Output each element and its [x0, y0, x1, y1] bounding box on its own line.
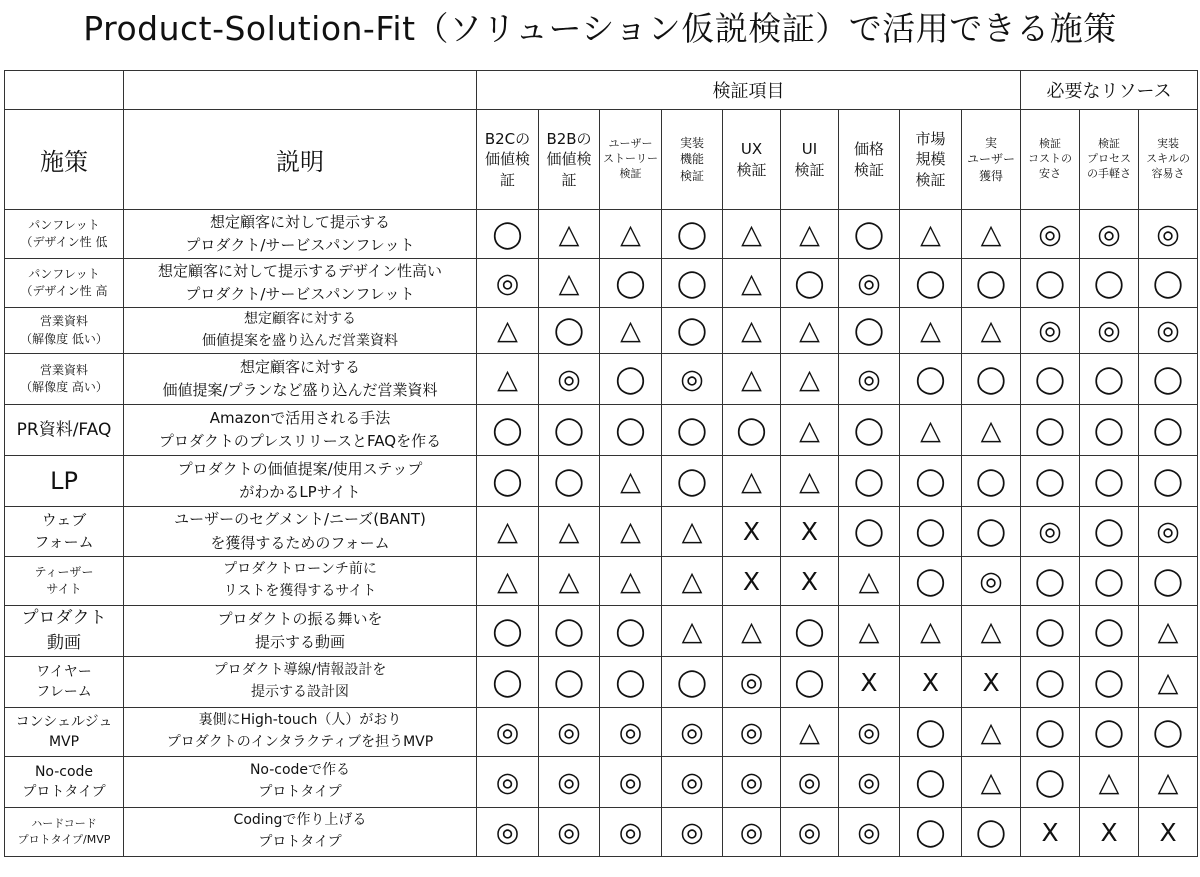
measure-name: LP — [5, 456, 124, 507]
rating-cell: ◯ — [839, 308, 900, 354]
table-row — [5, 606, 1198, 657]
rating-cell: ◯ — [1021, 354, 1080, 405]
rating-cell: ◯ — [1139, 456, 1198, 507]
rating-cell: △ — [962, 606, 1021, 657]
rating-cell: ◯ — [539, 606, 600, 657]
rating-cell: ◯ — [962, 354, 1021, 405]
rating-cell: △ — [662, 507, 723, 557]
rating-cell: ◯ — [477, 405, 539, 456]
rating-cell: △ — [781, 308, 839, 354]
rating-cell: △ — [477, 507, 539, 557]
rating-cell: X — [723, 507, 781, 557]
rating-cell: ◎ — [723, 757, 781, 808]
rating-cell: ◯ — [781, 657, 839, 708]
rating-cell: ◯ — [662, 259, 723, 308]
rating-cell: ◯ — [839, 405, 900, 456]
rating-cell: ◯ — [900, 708, 962, 757]
measure-name: ワイヤー フレーム — [5, 657, 124, 708]
rating-cell: △ — [477, 557, 539, 606]
rating-cell: ◯ — [1021, 557, 1080, 606]
rating-cell: △ — [781, 210, 839, 259]
table-row — [5, 456, 1198, 507]
rating-cell: ◯ — [1080, 657, 1139, 708]
measure-name: ティーザー サイト — [5, 557, 124, 606]
rating-cell: ◯ — [662, 210, 723, 259]
measure-description: 想定顧客に対して提示するデザイン性高い プロダクト/サービスパンフレット — [124, 259, 477, 308]
table-row — [5, 708, 1198, 757]
rating-cell: ◯ — [1021, 606, 1080, 657]
header-col-1: B2Bの 価値検 証 — [539, 110, 600, 210]
rating-cell: △ — [1080, 757, 1139, 808]
rating-cell: ◯ — [600, 606, 662, 657]
measure-description: プロダクト導線/情報設計を 提示する設計図 — [124, 657, 477, 708]
rating-cell: ◯ — [962, 507, 1021, 557]
rating-cell: △ — [1139, 606, 1198, 657]
rating-cell: ◎ — [1139, 308, 1198, 354]
rating-cell: ◯ — [723, 405, 781, 456]
measure-description: ユーザーのセグメント/ニーズ(BANT) を獲得するためのフォーム — [124, 507, 477, 557]
rating-cell: ◯ — [900, 557, 962, 606]
table-row — [5, 308, 1198, 354]
rating-cell: △ — [900, 308, 962, 354]
rating-cell: ◯ — [539, 308, 600, 354]
rating-cell: ◯ — [662, 657, 723, 708]
rating-cell: ◯ — [1080, 708, 1139, 757]
rating-cell: ◯ — [1139, 405, 1198, 456]
rating-cell: ◎ — [662, 708, 723, 757]
rating-cell: ◎ — [962, 557, 1021, 606]
rating-cell: △ — [539, 557, 600, 606]
rating-cell: ◯ — [900, 507, 962, 557]
rating-cell: ◯ — [839, 456, 900, 507]
rating-cell: X — [1080, 808, 1139, 857]
rating-cell: ◯ — [900, 456, 962, 507]
rating-cell: ◎ — [477, 808, 539, 857]
rating-cell: ◯ — [539, 657, 600, 708]
rating-cell: ◎ — [781, 808, 839, 857]
rating-cell: △ — [839, 557, 900, 606]
table-row — [5, 259, 1198, 308]
rating-cell: ◯ — [1021, 259, 1080, 308]
rating-cell: ◯ — [1139, 354, 1198, 405]
rating-cell: △ — [723, 259, 781, 308]
rating-cell: △ — [539, 259, 600, 308]
header-col-9: 検証 コストの 安さ — [1021, 110, 1080, 210]
header-blank-cell — [5, 71, 124, 110]
rating-cell: ◯ — [477, 210, 539, 259]
rating-cell: ◯ — [781, 259, 839, 308]
table-row — [5, 557, 1198, 606]
rating-cell: ◯ — [662, 405, 723, 456]
rating-cell: △ — [539, 507, 600, 557]
rating-cell: ◎ — [600, 708, 662, 757]
rating-cell: ◯ — [1080, 606, 1139, 657]
rating-cell: △ — [962, 210, 1021, 259]
rating-cell: ◎ — [1080, 308, 1139, 354]
header-col-7: 市場 規模 検証 — [900, 110, 962, 210]
rating-cell: ◎ — [1021, 210, 1080, 259]
rating-cell: △ — [600, 456, 662, 507]
measure-description: Amazonで活用される手法 プロダクトのプレスリリースとFAQを作る — [124, 405, 477, 456]
table-row — [5, 657, 1198, 708]
measure-description: プロダクトの振る舞いを 提示する動画 — [124, 606, 477, 657]
rating-cell: △ — [962, 757, 1021, 808]
rating-cell: ◎ — [600, 757, 662, 808]
rating-cell: ◯ — [900, 354, 962, 405]
rating-cell: ◯ — [1080, 456, 1139, 507]
rating-cell: ◎ — [1139, 210, 1198, 259]
rating-cell: ◎ — [723, 708, 781, 757]
measure-description: プロダクトの価値提案/使用ステップ がわかるLPサイト — [124, 456, 477, 507]
rating-cell: ◯ — [662, 456, 723, 507]
measures-table — [4, 70, 1198, 857]
rating-cell: △ — [600, 308, 662, 354]
rating-cell: ◯ — [1080, 557, 1139, 606]
rating-cell: △ — [900, 405, 962, 456]
rating-cell: ◯ — [1021, 405, 1080, 456]
rating-cell: △ — [600, 210, 662, 259]
measure-name: PR資料/FAQ — [5, 405, 124, 456]
page-title: Product-Solution-Fit（ソリューション仮説検証）で活用できる施策 — [83, 9, 1117, 48]
rating-cell: X — [1021, 808, 1080, 857]
rating-cell: △ — [781, 405, 839, 456]
rating-cell: ◯ — [1080, 354, 1139, 405]
header-verification-group: 検証項目 — [477, 71, 1021, 110]
measure-description: Codingで作り上げる プロトタイプ — [124, 808, 477, 857]
rating-cell: △ — [723, 210, 781, 259]
rating-cell: ◯ — [900, 808, 962, 857]
rating-cell: ◎ — [839, 259, 900, 308]
rating-cell: ◯ — [962, 808, 1021, 857]
rating-cell: △ — [781, 708, 839, 757]
rating-cell: △ — [900, 210, 962, 259]
rating-cell: △ — [839, 606, 900, 657]
rating-cell: ◯ — [600, 405, 662, 456]
rating-cell: ◯ — [1080, 405, 1139, 456]
rating-cell: ◎ — [662, 757, 723, 808]
header-col-5: UI 検証 — [781, 110, 839, 210]
rating-cell: ◯ — [900, 757, 962, 808]
rating-cell: △ — [723, 456, 781, 507]
rating-cell: △ — [600, 507, 662, 557]
header-col-11: 実装 スキルの 容易さ — [1139, 110, 1198, 210]
measure-name: パンフレット （デザイン性 低 — [5, 210, 124, 259]
rating-cell: △ — [539, 210, 600, 259]
rating-cell: ◎ — [477, 259, 539, 308]
rating-cell: X — [781, 507, 839, 557]
header-col-2: ユーザー ストーリー 検証 — [600, 110, 662, 210]
rating-cell: ◎ — [662, 354, 723, 405]
table-row — [5, 808, 1198, 857]
rating-cell: △ — [600, 557, 662, 606]
rating-cell: △ — [962, 708, 1021, 757]
rating-cell: ◯ — [1139, 708, 1198, 757]
rating-cell: X — [1139, 808, 1198, 857]
rating-cell: ◯ — [1021, 708, 1080, 757]
measure-name: No-code プロトタイプ — [5, 757, 124, 808]
rating-cell: △ — [781, 354, 839, 405]
rating-cell: ◯ — [477, 456, 539, 507]
rating-cell: ◯ — [1080, 507, 1139, 557]
measure-name: 営業資料 （解像度 低い） — [5, 308, 124, 354]
rating-cell: ◎ — [1139, 507, 1198, 557]
rating-cell: ◯ — [839, 210, 900, 259]
rating-cell: ◎ — [600, 808, 662, 857]
table-row — [5, 210, 1198, 259]
table-row — [5, 354, 1198, 405]
rating-cell: △ — [1139, 657, 1198, 708]
measure-name: コンシェルジュ MVP — [5, 708, 124, 757]
rating-cell: ◯ — [477, 657, 539, 708]
rating-cell: X — [723, 557, 781, 606]
rating-cell: ◎ — [539, 808, 600, 857]
rating-cell: ◎ — [839, 354, 900, 405]
rating-cell: ◯ — [1021, 757, 1080, 808]
rating-cell: ◎ — [1080, 210, 1139, 259]
measure-description: 想定顧客に対する 価値提案を盛り込んだ営業資料 — [124, 308, 477, 354]
rating-cell: △ — [900, 606, 962, 657]
rating-cell: △ — [477, 308, 539, 354]
rating-cell: △ — [962, 308, 1021, 354]
rating-cell: ◯ — [600, 657, 662, 708]
rating-cell: ◯ — [900, 259, 962, 308]
rating-cell: △ — [1139, 757, 1198, 808]
measure-name: ハードコード プロトタイプ/MVP — [5, 808, 124, 857]
measure-name: 営業資料 （解像度 高い） — [5, 354, 124, 405]
header-col-4: UX 検証 — [723, 110, 781, 210]
rating-cell: ◯ — [1021, 657, 1080, 708]
rating-cell: ◎ — [1021, 507, 1080, 557]
rating-cell: △ — [662, 557, 723, 606]
rating-cell: ◎ — [477, 757, 539, 808]
rating-cell: ◎ — [723, 657, 781, 708]
table-row — [5, 757, 1198, 808]
header-col-3: 実装 機能 検証 — [662, 110, 723, 210]
header-blank-cell — [124, 71, 477, 110]
rating-cell: X — [781, 557, 839, 606]
rating-cell: X — [900, 657, 962, 708]
header-col-8: 実 ユーザー 獲得 — [962, 110, 1021, 210]
measure-description: No-codeで作る プロトタイプ — [124, 757, 477, 808]
measure-description: 裏側にHigh-touch（人）がおり プロダクトのインタラクティブを担うMVP — [124, 708, 477, 757]
rating-cell: ◎ — [723, 808, 781, 857]
header-col-0: B2Cの 価値検 証 — [477, 110, 539, 210]
rating-cell: ◎ — [539, 757, 600, 808]
rating-cell: X — [962, 657, 1021, 708]
rating-cell: ◯ — [962, 259, 1021, 308]
measure-name: パンフレット （デザイン性 高 — [5, 259, 124, 308]
rating-cell: ◎ — [477, 708, 539, 757]
rating-cell: ◯ — [1139, 259, 1198, 308]
rating-cell: ◯ — [477, 606, 539, 657]
rating-cell: ◯ — [781, 606, 839, 657]
table-row — [5, 507, 1198, 557]
rating-cell: ◎ — [781, 757, 839, 808]
header-resources-group: 必要なリソース — [1021, 71, 1198, 110]
rating-cell: △ — [662, 606, 723, 657]
measure-name: プロダクト 動画 — [5, 606, 124, 657]
measure-description: 想定顧客に対する 価値提案/プランなど盛り込んだ営業資料 — [124, 354, 477, 405]
rating-cell: ◎ — [839, 808, 900, 857]
header-col-10: 検証 プロセス の手軽さ — [1080, 110, 1139, 210]
rating-cell: ◎ — [1021, 308, 1080, 354]
rating-cell: △ — [723, 308, 781, 354]
rating-cell: △ — [962, 405, 1021, 456]
measure-description: 想定顧客に対して提示する プロダクト/サービスパンフレット — [124, 210, 477, 259]
rating-cell: ◯ — [600, 259, 662, 308]
rating-cell: △ — [723, 606, 781, 657]
header-measure: 施策 — [5, 110, 124, 210]
rating-cell: ◯ — [539, 456, 600, 507]
rating-cell: ◯ — [600, 354, 662, 405]
rating-cell: △ — [781, 456, 839, 507]
rating-cell: △ — [477, 354, 539, 405]
rating-cell: ◎ — [539, 354, 600, 405]
rating-cell: ◎ — [662, 808, 723, 857]
rating-cell: ◯ — [662, 308, 723, 354]
rating-cell: △ — [723, 354, 781, 405]
rating-cell: ◎ — [839, 757, 900, 808]
rating-cell: ◯ — [962, 456, 1021, 507]
rating-cell: ◯ — [839, 507, 900, 557]
rating-cell: ◯ — [1139, 557, 1198, 606]
rating-cell: X — [839, 657, 900, 708]
header-col-6: 価格 検証 — [839, 110, 900, 210]
header-description: 説明 — [124, 110, 477, 210]
rating-cell: ◯ — [539, 405, 600, 456]
rating-cell: ◎ — [839, 708, 900, 757]
rating-cell: ◯ — [1021, 456, 1080, 507]
measure-description: プロダクトローンチ前に リストを獲得するサイト — [124, 557, 477, 606]
measure-name: ウェブ フォーム — [5, 507, 124, 557]
rating-cell: ◯ — [1080, 259, 1139, 308]
table-row — [5, 405, 1198, 456]
rating-cell: ◎ — [539, 708, 600, 757]
